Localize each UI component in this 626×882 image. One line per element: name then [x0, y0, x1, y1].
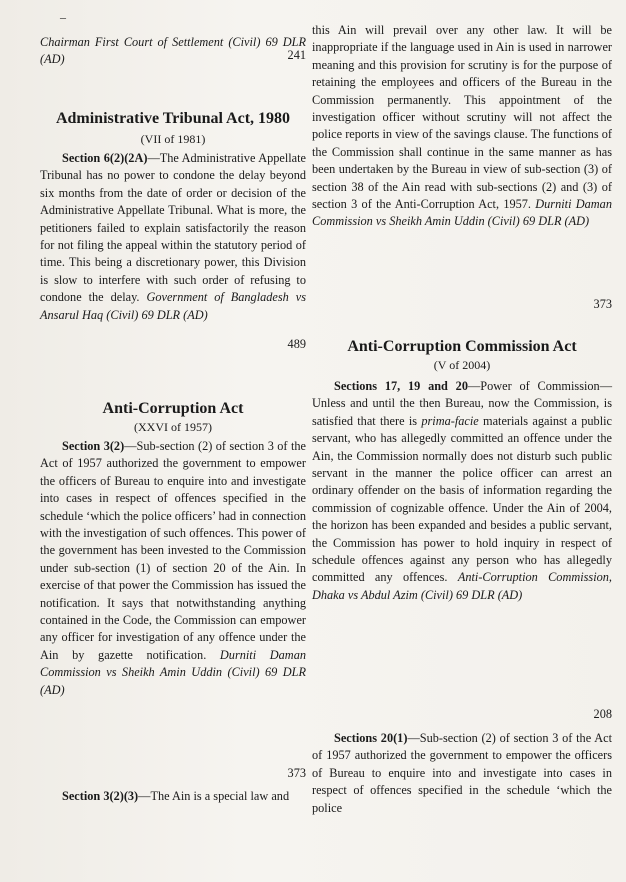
act1-number: (VII of 1981)	[140, 132, 206, 146]
continued-page-number: 373	[593, 297, 612, 311]
act1-paragraph	[40, 150, 306, 324]
act1-page-number: 489	[287, 337, 306, 351]
act3-title: Anti-Corruption Commission Act	[347, 338, 577, 355]
act2-page-number: 373	[287, 766, 306, 780]
act3-paragraph	[312, 378, 612, 604]
act1-text: —The Administrative Appellate Tribunal has no power to condone the delay beyond six months from the date of order or decision of the Administrative Appellate Tribunal. What is more, the petitioners failed to explain satisfactorily the reason for not filing the appeal within the statutory period of time. This being a discretionary power, this Division is slow to interfere with such order of refusing to condone the delay.	[40, 151, 306, 305]
act2-paragraph-2	[40, 788, 306, 805]
act3-section: Sections 17, 19 and 20	[334, 379, 468, 393]
act2-text-2: —The Ain is a special law and	[138, 789, 290, 803]
top-page-number: 241	[287, 48, 306, 62]
continued-paragraph	[312, 22, 612, 231]
act2-citation: Durniti Daman Commission vs Sheikh Amin Uddin (Civil) 69 DLR (AD)	[40, 647, 306, 697]
act2-text: —Sub-section (2) of section 3 of the Act of 1957 authorized the government to empower the officers of Bureau to enquire into and investigate into cases in respect of offences specified in the schedule ‘which the police officers’ had in connection with the investigation of such offences. This power of the government has been invested to the Commission under sub-section (1) of section 20 of the Ain. In exercise of that power the Commission has issued the notification. It says that notwithstanding anything contained in the Code, the Commission can empower any officer for investigation of any offence under the Ain by gazette notification.	[40, 439, 306, 662]
act1-section: Section 6(2)(2A)	[62, 151, 148, 165]
top-citation: Chairman First Court of Settlement (Civil) 69 DLR (AD)	[40, 35, 306, 67]
act2-section-2: Section 3(2)(3)	[62, 789, 139, 803]
act2-title: Anti-Corruption Act	[102, 400, 244, 417]
act2-paragraph	[40, 438, 306, 699]
continued-text: this Ain will prevail over any other law. It will be inappropriate if the language used in Ain is used in narrower meaning and this provision for scrutiny is for the purpose of retaining the employees and officers of the Bureau in the Commission permanently. This appointment of the investigation officer without scrutiny will not affect the police reports in view of the savings clause. The functions of the Commission shall continue in the same manner as has been undertaken by the Bureau in view of sub-section (3) of section 38 of the Ain read with sub-sections (2) and (3) of section 3 of the Anti-Corruption Act, 1957.	[312, 23, 612, 212]
act3-text-2: —Sub-section (2) of section 3 of the Act of 1957 authorized the government to empower the officers of Bureau to enquire into and investigate into cases in respect of offences specified in the schedule ‘which the police	[312, 731, 612, 815]
act3-number: (V of 2004)	[433, 358, 491, 372]
continued-citation: Durniti Daman Commission vs Sheikh Amin Uddin (Civil) 69 DLR (AD)	[312, 197, 612, 229]
act3-paragraph-2	[312, 730, 612, 817]
act1-citation: Government of Bangladesh vs Ansarul Haq (Civil) 69 DLR (AD)	[40, 290, 307, 322]
act2-section: Section 3(2)	[62, 439, 125, 453]
top-dash: –	[60, 10, 66, 24]
act1-title: Administrative Tribunal Act, 1980	[55, 110, 291, 127]
act3-citation: Anti-Corruption Commission, Dhaka vs Abdul Azim (Civil) 69 DLR (AD)	[312, 570, 612, 602]
act3-text-b: materials against a public servant, who has allegedly committed an offence under the Ain, the Commission normally does not disturb such public servant in the manner the police officer can arrest an ordinary offender on the basis of information regarding the commission of cognizable offence. Under the Ain of 2004, the horizon has been expanded and besides a public servant, the Commission has power to hold inquiry in respect of schedule offences against any person who has allegedly committed any offences.	[312, 413, 612, 585]
act3-section-2: Sections 20(1)	[334, 731, 408, 745]
act3-text-a: —Power of Commission—Unless and until the then Bureau, now the Commission, is satisfied that there is	[312, 379, 612, 428]
act3-page-number: 208	[593, 707, 612, 721]
act3-text-italic: prima-facie	[421, 413, 479, 428]
act2-number: (XXVI of 1957)	[134, 420, 212, 434]
